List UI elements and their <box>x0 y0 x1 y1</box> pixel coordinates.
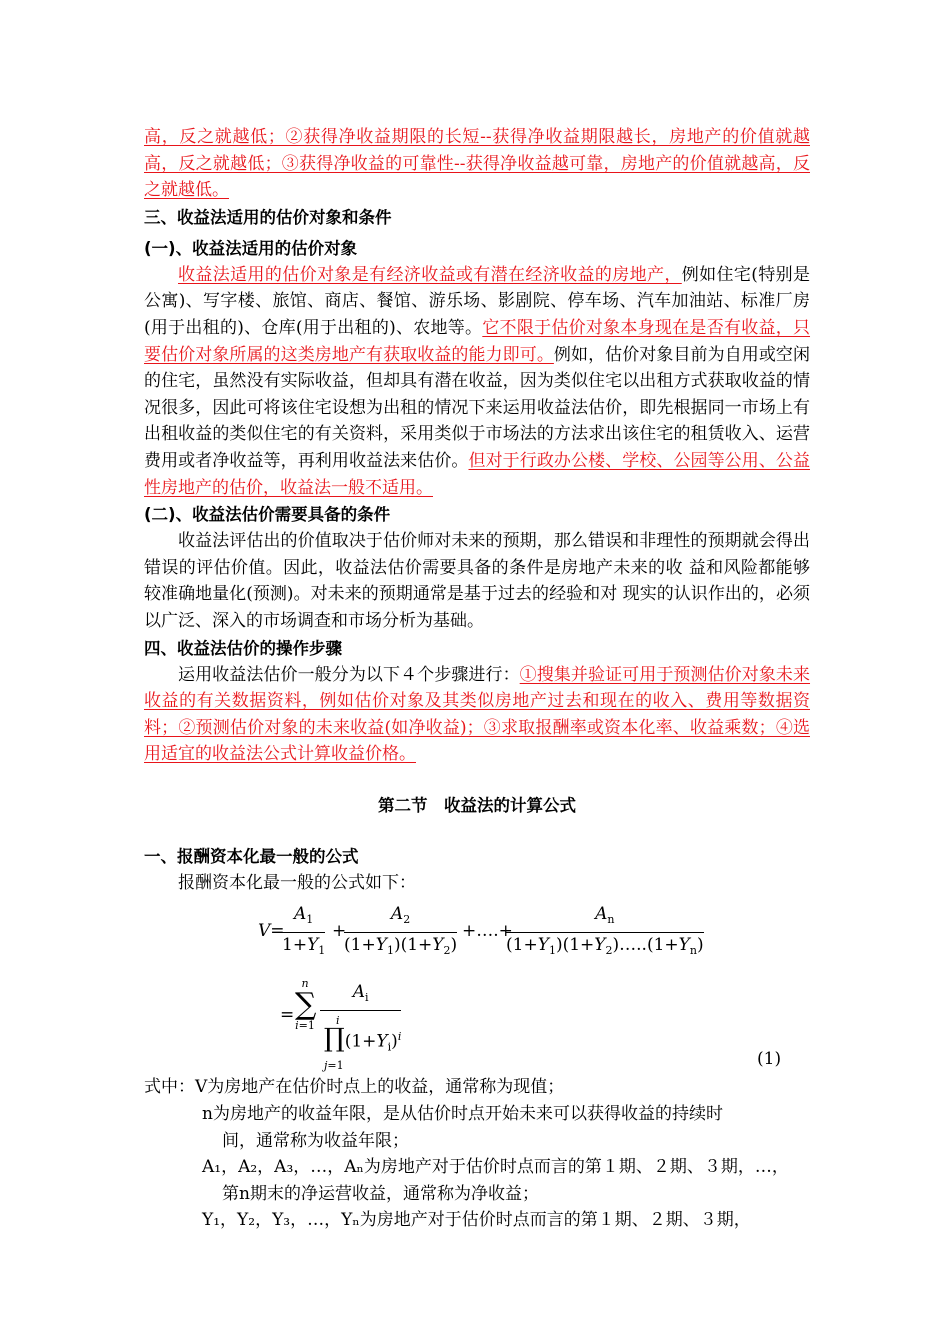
equation-number: (1) <box>757 1049 782 1070</box>
formula-lead: 报酬资本化最一般的公式如下： <box>178 872 416 893</box>
section3-sub2-heading: (二)、收益法估价需要具备的条件 <box>144 505 391 525</box>
sum-symbol: n ∑ i=1 <box>295 977 317 1033</box>
section3-sub1-heading: (一)、收益法适用的估价对象 <box>144 238 358 258</box>
sub1-text-2: 例如，估价对象目前为自用或空闲的住宅，虽然没有实际收益，但却具有潜在收益，因为类似住宅以出租方式获取收益的情况很多，因此可将该住宅设想为出租的情况下来运用收益法估价，即先根据同一市场上有出租收益的类似住宅的有关资料，采用类似于市场法的方法求出该住宅的租赁收入、运营费用或者净收益等，再利用收益法来估价。 <box>144 344 811 471</box>
section4-paragraph <box>144 662 810 768</box>
formula-term-2: $\frac{A_2}{(1+Y_1)(1+Y_2)}$ <box>344 904 458 958</box>
definition-n-2: 间，通常称为收益年限； <box>222 1130 409 1151</box>
section3-sub2-paragraph: 收益法评估出的价值取决于估价师对未来的预期，那么错误和非理性的预期就会得出错误的评估价值。因此，收益法估价需要具备的条件是房地产未来的收 益和风险都能够较准确地量化(预测)。对未来的预期通常是基于过去的经验和对 现实的认识作出的，必须以广泛、深入的市场调查和市场分析为基础。 <box>144 531 810 631</box>
section4-red-text: ①搜集并验证可用于预测估价对象未来收益的有关数据资料，例如估价对象及其类似房地产过去和现在的收入、费用等数据资料；②预测估价对象的未来收益(如净收益)；③求取报酬率或资本化率、收益乘数；④选用适宜的收益法公式计算收益价格。 <box>144 664 811 765</box>
intro-paragraph <box>144 124 810 204</box>
formula-heading: 一、报酬资本化最一般的公式 <box>144 846 359 866</box>
section3-heading: 三、收益法适用的估价对象和条件 <box>144 207 392 227</box>
definition-a-2: 第n期末的净运营收益，通常称为净收益； <box>222 1183 539 1204</box>
section4-text: 运用收益法估价一般分为以下４个步骤进行： <box>178 664 520 685</box>
formula-term-n: $\frac{A_n}{(1+Y_1)(1+Y_2)\dots..(1+Y_n)}$ <box>506 904 704 958</box>
sub1-red-1: 收益法适用的估价对象是有经济收益或有潜在经济收益的房地产， <box>178 264 682 285</box>
definition-a-1: A₁，A₂，A₃，…，Aₙ为房地产对于估价时点而言的第１期、２期、３期，…， <box>202 1157 789 1178</box>
section-two-title: 第二节 收益法的计算公式 <box>378 795 576 815</box>
section3-sub1-paragraph <box>144 262 810 501</box>
formula-sum-fraction: $A_i$ i $\prod(1+Y_i)^i$ j=1 <box>320 980 401 1074</box>
formula-block: V= $\frac{A_1}{1+Y_1}$ + $\frac{A_2}{(1+Y_1)(1+Y_2)}$ +….+ $\frac{A_n}{(1+Y_1)(1+Y_2)\dots..(1+Y_n)}$ = n ∑ i=1 $A_i$ i $\prod(1+Y_i)^i$ j=1 (1) <box>258 904 782 1073</box>
definitions-list <box>144 1074 810 1234</box>
sub1-red-3: 但对于行政办公楼、学校、公园等公用、公益性房地产的估价，收益法一般不适用。 <box>144 450 810 498</box>
section4-heading: 四、收益法估价的操作步骤 <box>144 638 342 658</box>
formula-lhs: V= <box>258 921 285 942</box>
intro-red-text: 高，反之就越低；②获得净收益期限的长短--获得净收益期限越长，房地产的价值就越高，反之就越低；③获得净收益的可靠性--获得净收益越可靠，房地产的价值就越高，反之就越低。 <box>144 127 810 201</box>
sub1-red-2: 它不限于估价对象本身现在是否有收益，只要估价对象所属的这类房地产有获取收益的能力即可。 <box>144 317 811 365</box>
document-body <box>144 124 810 1234</box>
definition-v: 式中：V为房地产在估价时点上的收益，通常称为现值； <box>144 1077 565 1098</box>
definition-n-1: n为房地产的收益年限，是从估价时点开始未来可以获得收益的持续时 <box>202 1104 723 1125</box>
definition-y-1: Y₁，Y₂，Y₃，…，Yₙ为房地产对于估价时点而言的第１期、２期、３期， <box>202 1210 751 1231</box>
formula-term-1: $\frac{A_1}{1+Y_1}$ <box>282 904 326 958</box>
sub1-text-1: 例如住宅(特别是公寓)、写字楼、旅馆、商店、餐馆、游乐场、影剧院、停车场、汽车加油站、标准厂房(用于出租的)、仓库(用于出租的)、农地等。 <box>144 264 810 338</box>
